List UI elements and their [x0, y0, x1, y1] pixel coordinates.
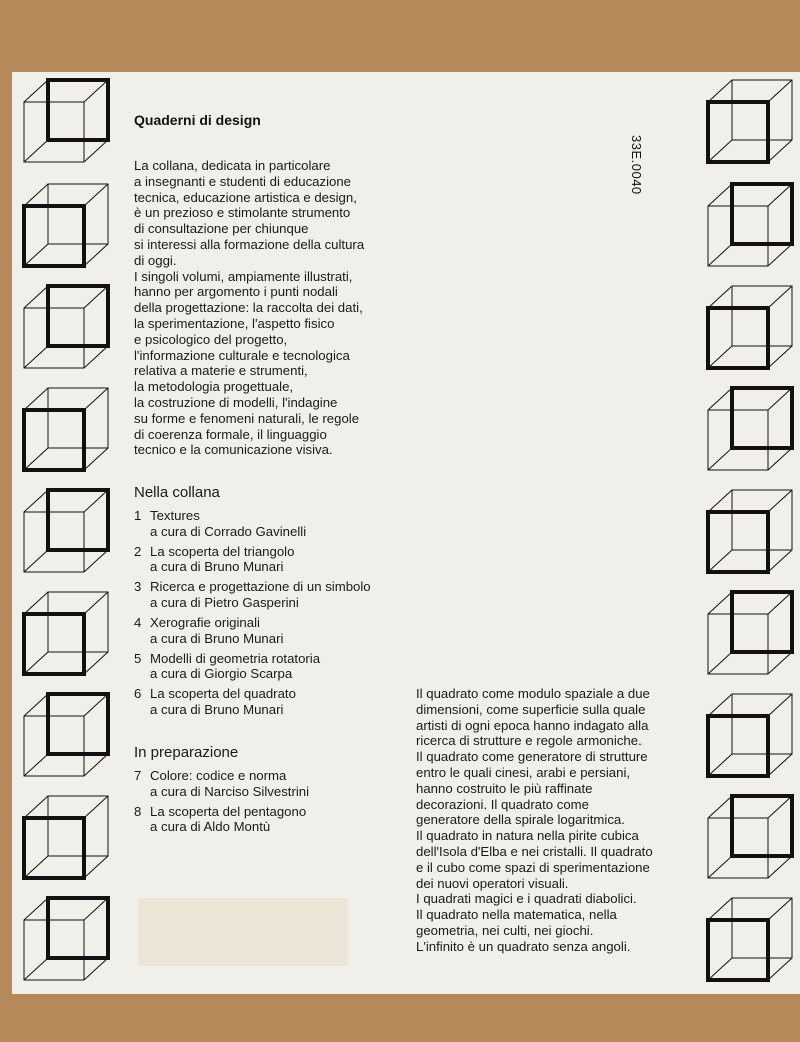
description-line: Il quadrato come generatore di strutture — [416, 749, 648, 765]
description-line: generatore della spirale logaritmica. — [416, 812, 625, 828]
cube-drawing — [22, 488, 110, 576]
item-author: a cura di Narciso Silvestrini — [150, 783, 310, 799]
list-item — [134, 579, 434, 610]
description-line: entro le quali cinesi, arabi e persiani, — [416, 764, 631, 780]
cube-icon — [22, 794, 110, 882]
item-author: a cura di Bruno Munari — [150, 559, 284, 575]
intro-line: La collana, dedicata in particolare — [134, 158, 331, 173]
cube-icon — [22, 896, 110, 984]
cube-drawing — [706, 386, 794, 474]
cube-icon — [22, 386, 110, 474]
item-title: La scoperta del triangolo — [150, 543, 295, 559]
item-number: 1 — [134, 508, 142, 523]
description-line: decorazioni. Il quadrato come — [416, 796, 590, 812]
intro-line: della progettazione: la raccolta dei dati, — [134, 300, 363, 316]
cube-icon — [706, 692, 794, 780]
description-line: geometria, nei culti, nei giochi. — [416, 922, 594, 938]
intro-text — [134, 158, 424, 458]
cube-icon — [706, 794, 794, 882]
item-author: a cura di Corrado Gavinelli — [150, 523, 307, 539]
item-author: a cura di Giorgio Scarpa — [150, 666, 293, 682]
item-author: a cura di Bruno Munari — [150, 630, 284, 646]
cube-drawing — [22, 590, 110, 678]
cube-drawing — [706, 78, 794, 166]
description-text — [416, 686, 716, 955]
cube-drawing — [706, 590, 794, 678]
description-line: Il quadrato nella matematica, nella — [416, 907, 617, 923]
intro-line: a insegnanti e studenti di educazione — [134, 173, 352, 189]
cube-drawing — [22, 896, 110, 984]
description-line: Il quadrato in natura nella pirite cubica — [416, 828, 639, 844]
cube-icon — [706, 488, 794, 576]
description-line: artisti di ogni epoca hanno indagato alla — [416, 717, 649, 733]
item-title: Textures — [150, 508, 200, 523]
description-line: ricerca di strutture e regole armoniche. — [416, 733, 642, 749]
cube-drawing — [706, 896, 794, 984]
cube-drawing — [22, 284, 110, 372]
cube-icon — [22, 284, 110, 372]
list-item — [134, 508, 434, 539]
item-number: 3 — [134, 579, 142, 595]
cube-icon — [706, 284, 794, 372]
cube-drawing — [706, 794, 794, 882]
intro-line: di consultazione per chiunque — [134, 221, 309, 237]
cube-drawing — [22, 386, 110, 474]
intro-line: e psicologico del progetto, — [134, 331, 288, 347]
intro-line: relativa a materie e strumenti, — [134, 363, 308, 379]
in-series-list — [134, 508, 434, 722]
description-line: e il cubo come spazi di sperimentazione — [416, 859, 650, 875]
cube-drawing — [706, 182, 794, 270]
cube-icon — [22, 488, 110, 576]
intro-line: la sperimentazione, l'aspetto fisico — [134, 315, 335, 331]
in-series-heading: Nella collana — [134, 484, 220, 501]
item-title: Modelli di geometria rotatoria — [150, 650, 321, 666]
item-title: Ricerca e progettazione di un simbolo — [150, 579, 371, 595]
cube-drawing — [22, 692, 110, 780]
description-line: dei nuovi operatori visuali. — [416, 875, 569, 891]
cube-drawing — [706, 488, 794, 576]
item-title: La scoperta del quadrato — [150, 686, 296, 702]
list-item — [134, 544, 434, 575]
list-item — [134, 686, 434, 717]
item-title: Xerografie originali — [150, 615, 260, 631]
cube-drawing — [22, 794, 110, 882]
list-item — [134, 804, 434, 835]
item-number: 7 — [134, 768, 142, 783]
cube-drawing — [706, 692, 794, 780]
cube-icon — [706, 386, 794, 474]
description-line: I quadrati magici e i quadrati diabolici. — [416, 891, 637, 907]
item-author: a cura di Aldo Montù — [150, 819, 271, 835]
intro-line: la costruzione di modelli, l'indagine — [134, 394, 338, 410]
intro-line: è un prezioso e stimolante strumento — [134, 205, 351, 221]
intro-line: tecnica, educazione artistica e design, — [134, 189, 357, 205]
list-item — [134, 768, 434, 799]
description-line: Il quadrato come modulo spaziale a due — [416, 686, 650, 701]
list-item — [134, 651, 434, 682]
item-number: 8 — [134, 803, 142, 819]
item-number: 5 — [134, 650, 142, 666]
cube-icon — [706, 590, 794, 678]
item-title: Colore: codice e norma — [150, 768, 287, 783]
item-number: 4 — [134, 615, 142, 631]
cube-icon — [22, 692, 110, 780]
cube-icon — [706, 78, 794, 166]
intro-line: I singoli volumi, ampiamente illustrati, — [134, 268, 353, 284]
item-number: 2 — [134, 543, 142, 559]
in-preparation-list — [134, 768, 434, 839]
description-line: dell'Isola d'Elba e nei cristalli. Il quadrato — [416, 843, 653, 859]
cube-icon — [22, 78, 110, 166]
cube-icon — [22, 182, 110, 270]
cube-drawing — [706, 284, 794, 372]
paper-stain — [138, 898, 348, 966]
item-title: La scoperta del pentagono — [150, 803, 307, 819]
description-line: L'infinito è un quadrato senza angoli. — [416, 938, 631, 954]
in-preparation-heading: In preparazione — [134, 744, 239, 761]
list-item — [134, 615, 434, 646]
intro-line: di oggi. — [134, 252, 177, 268]
description-line: dimensioni, come superficie sulla quale — [416, 701, 646, 717]
intro-line: di coerenza formale, il linguaggio — [134, 426, 327, 442]
description-line: hanno costruito le più raffinate — [416, 780, 593, 796]
intro-line: tecnico e la comunicazione visiva. — [134, 442, 333, 458]
cube-drawing — [22, 182, 110, 270]
item-author: a cura di Pietro Gasperini — [150, 594, 299, 610]
catalog-code: 33E.0040 — [629, 135, 644, 195]
intro-line: la metodologia progettuale, — [134, 379, 294, 395]
intro-line: si interessi alla formazione della cultura — [134, 236, 365, 252]
item-number: 6 — [134, 686, 142, 702]
cube-icon — [706, 182, 794, 270]
series-title: Quaderni di design — [134, 112, 261, 128]
cube-drawing — [22, 78, 110, 166]
item-author: a cura di Bruno Munari — [150, 702, 284, 718]
intro-line: hanno per argomento i punti nodali — [134, 284, 338, 300]
cube-icon — [22, 590, 110, 678]
intro-line: su forme e fenomeni naturali, le regole — [134, 410, 360, 426]
cube-icon — [706, 896, 794, 984]
intro-line: l'informazione culturale e tecnologica — [134, 347, 350, 363]
